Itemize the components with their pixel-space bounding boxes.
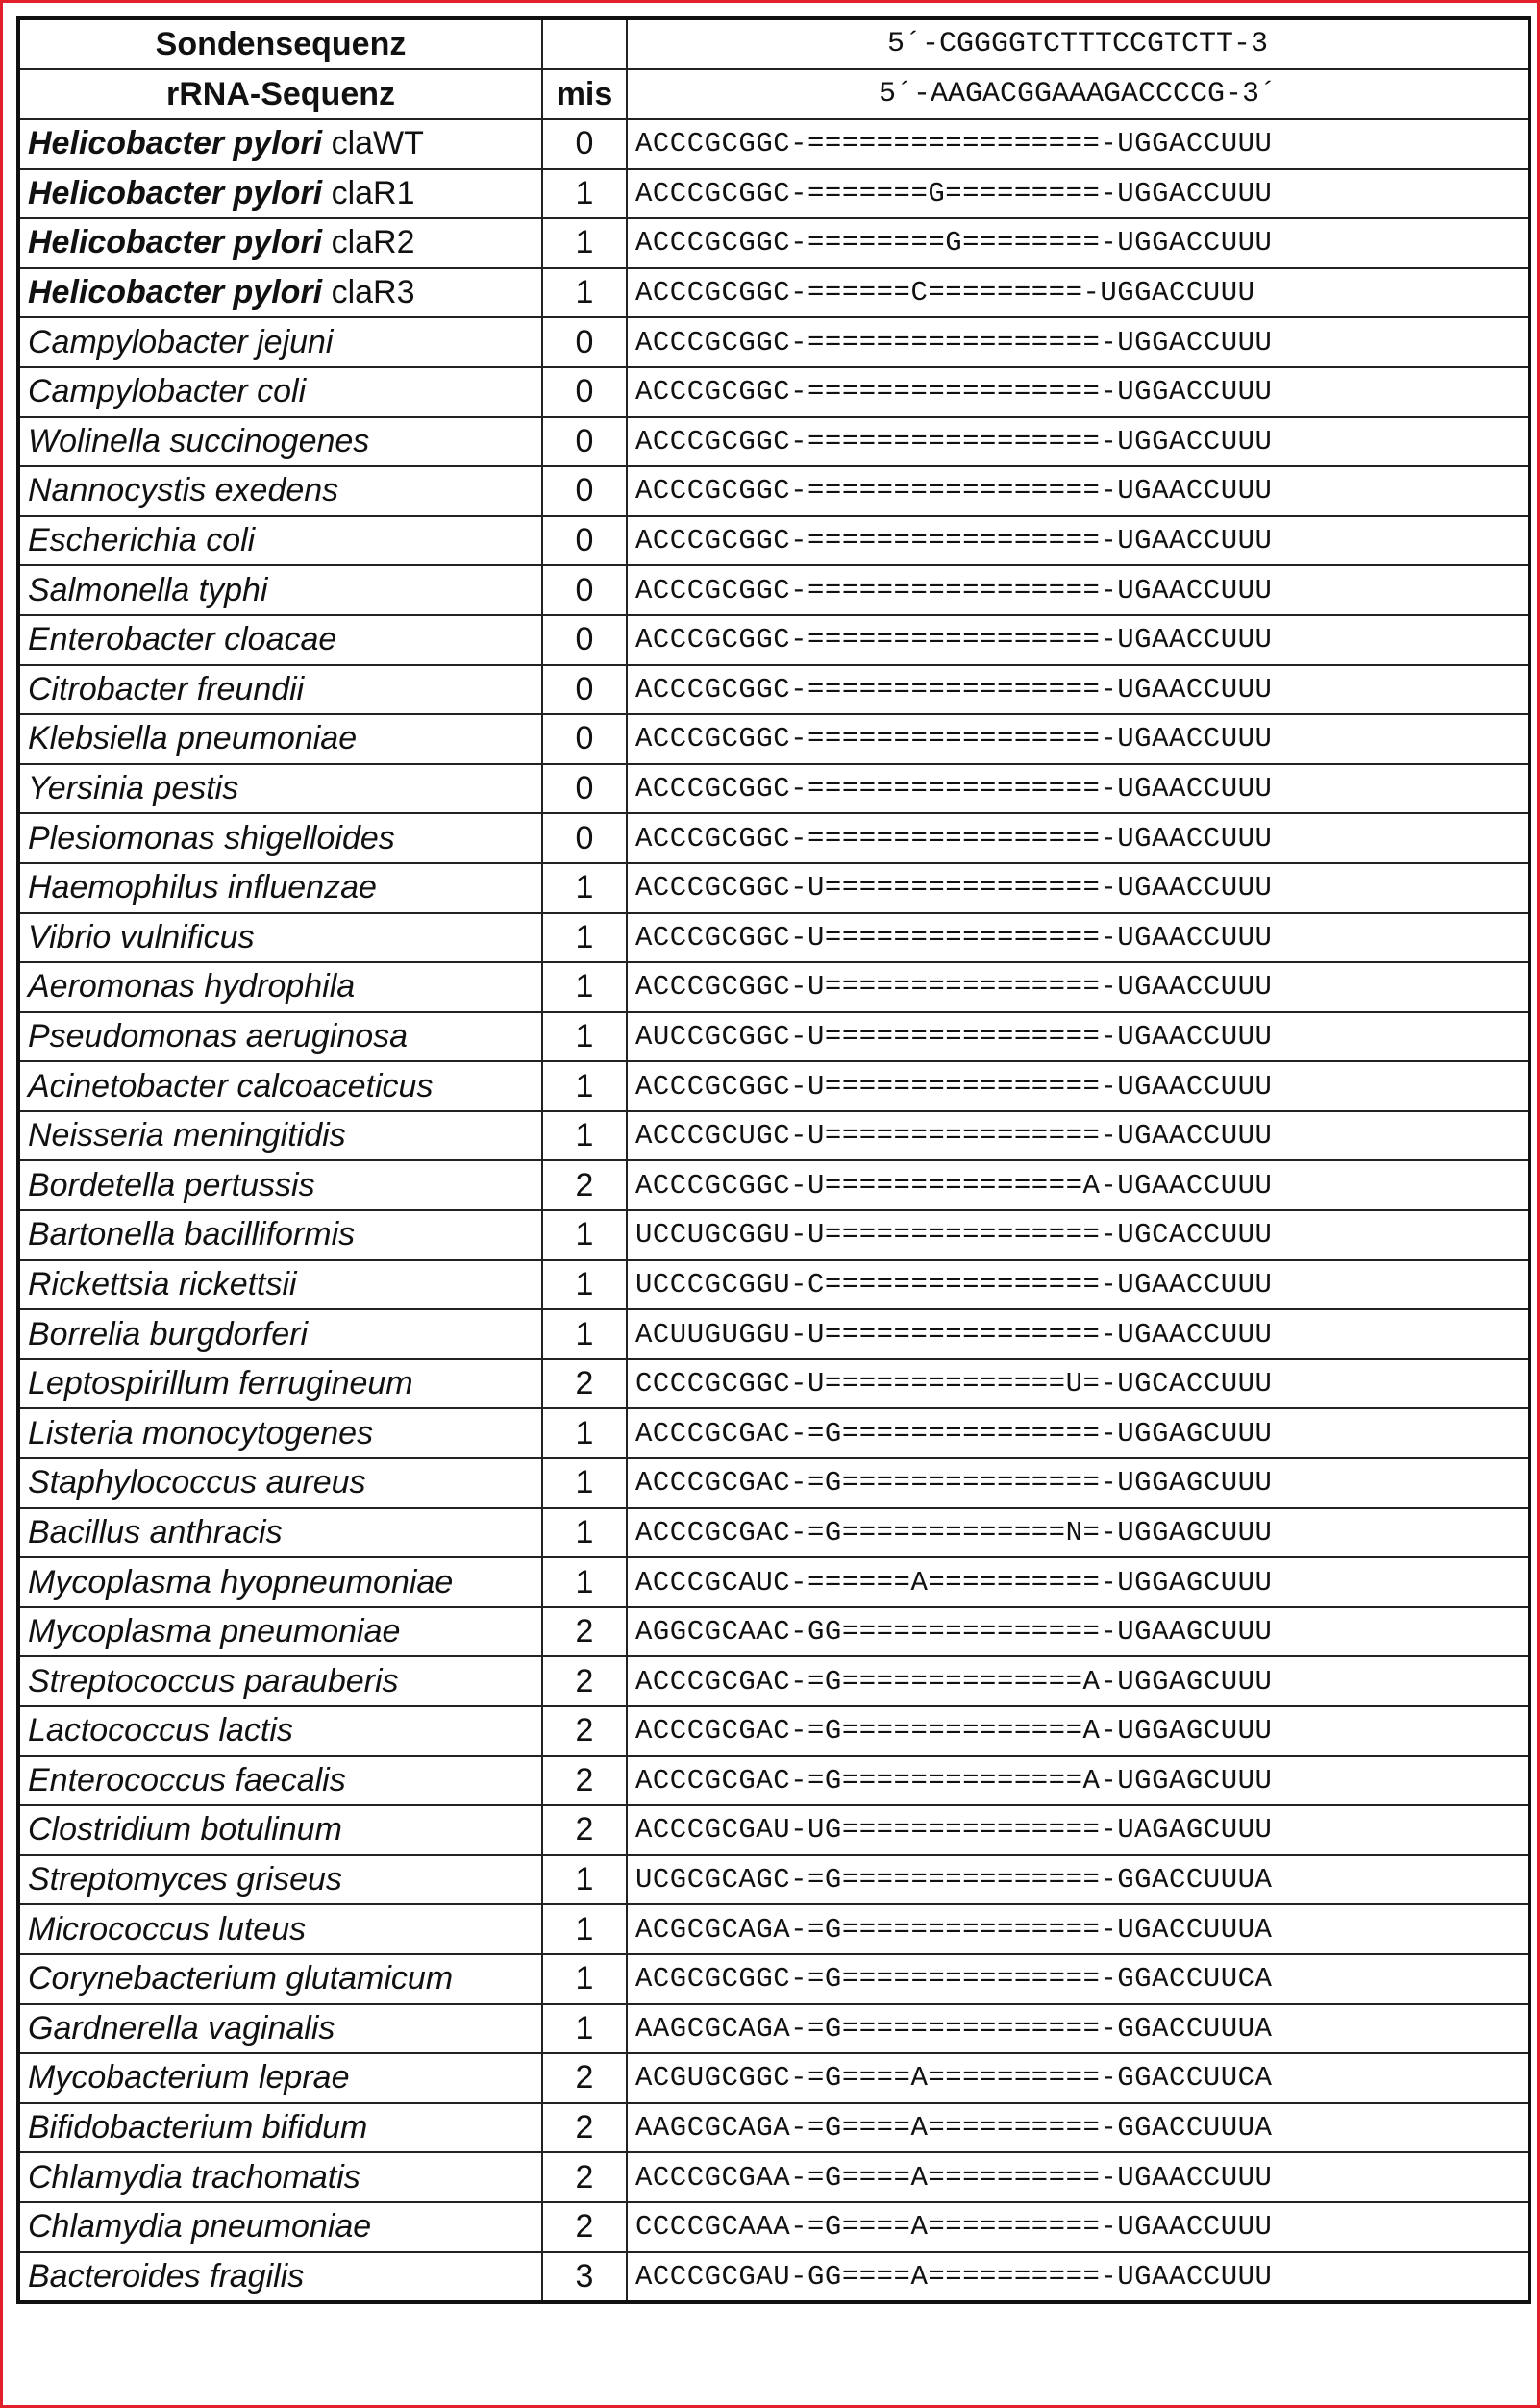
table-row <box>18 2103 1529 2153</box>
organism-strain: claR2 <box>331 224 415 261</box>
organism-name: Gardnerella vaginalis <box>18 2004 542 2054</box>
mismatch-count: 1 <box>542 1408 627 1458</box>
organism-name: Streptomyces griseus <box>18 1855 542 1905</box>
mismatch-count: 1 <box>542 863 627 913</box>
table-row <box>18 1954 1529 2004</box>
organism-name <box>18 119 542 169</box>
rrna-alignment: ACCCGCGGC-U===============A-UGAACCUUU <box>627 1160 1529 1210</box>
table-row <box>18 2252 1529 2303</box>
organism-name: Mycobacterium leprae <box>18 2053 542 2103</box>
organism-name: Nannocystis exedens <box>18 466 542 516</box>
rrna-alignment: ACCCGCGAU-GG====A==========-UGAACCUUU <box>627 2252 1529 2303</box>
organism-name: Mycoplasma hyopneumoniae <box>18 1557 542 1607</box>
table-row <box>18 1706 1529 1756</box>
mismatch-count: 0 <box>542 367 627 417</box>
organism-name: Rickettsia rickettsii <box>18 1260 542 1310</box>
organism-name: Acinetobacter calcoaceticus <box>18 1061 542 1111</box>
table-row <box>18 1260 1529 1310</box>
table-row <box>18 1408 1529 1458</box>
table-row <box>18 1210 1529 1260</box>
table-row <box>18 764 1529 814</box>
organism-name: Neisseria meningitidis <box>18 1111 542 1161</box>
mismatch-count: 2 <box>542 2053 627 2103</box>
mismatch-count: 1 <box>542 1061 627 1111</box>
mismatch-count: 0 <box>542 764 627 814</box>
rrna-alignment: AAGCGCAGA-=G====A==========-GGACCUUUA <box>627 2103 1529 2153</box>
table-row <box>18 1607 1529 1657</box>
mismatch-count: 1 <box>542 1111 627 1161</box>
table-row <box>18 2053 1529 2103</box>
rrna-alignment: ACCCGCGGC-========G========-UGGACCUUU <box>627 218 1529 268</box>
organism-name: Campylobacter coli <box>18 367 542 417</box>
rrna-alignment: ACCCGCGGC-U================-UGAACCUUU <box>627 863 1529 913</box>
table-row <box>18 2152 1529 2202</box>
rrna-alignment: ACCCGCAUC-======A==========-UGGAGCUUU <box>627 1557 1529 1607</box>
sequence-table <box>16 16 1531 2304</box>
rrna-alignment: ACCCGCGGC-=================-UGAACCUUU <box>627 813 1529 863</box>
organism-name: Micrococcus luteus <box>18 1904 542 1954</box>
table-row <box>18 119 1529 169</box>
organism-name: Campylobacter jejuni <box>18 317 542 367</box>
organism-name: Klebsiella pneumoniae <box>18 714 542 764</box>
mismatch-count: 1 <box>542 218 627 268</box>
rrna-alignment: ACCCGCGGC-=================-UGGACCUUU <box>627 417 1529 467</box>
mismatch-count: 1 <box>542 913 627 963</box>
probe-sequence: 5´-CGGGGTCTTTCCGTCTT-3 <box>627 18 1529 69</box>
mismatch-count: 0 <box>542 516 627 566</box>
rrna-alignment: ACCCGCGAC-=G=============N=-UGGAGCUUU <box>627 1508 1529 1558</box>
rrna-alignment: ACCCGCGAC-=G==============A-UGGAGCUUU <box>627 1756 1529 1806</box>
mismatch-count: 1 <box>542 268 627 318</box>
mismatch-count: 1 <box>542 1309 627 1359</box>
table-row <box>18 863 1529 913</box>
mismatch-count: 1 <box>542 1855 627 1905</box>
table-row <box>18 565 1529 615</box>
mismatch-count: 0 <box>542 665 627 715</box>
table-row <box>18 2202 1529 2252</box>
rrna-alignment: ACCCGCGAA-=G====A==========-UGAACCUUU <box>627 2152 1529 2202</box>
rrna-alignment: ACCCGCGGC-=================-UGAACCUUU <box>627 764 1529 814</box>
table-row <box>18 1508 1529 1558</box>
rrna-alignment: ACCCGCGGC-=================-UGGACCUUU <box>627 119 1529 169</box>
mismatch-count: 1 <box>542 1012 627 1062</box>
organism-strain: claWT <box>331 125 424 162</box>
mismatch-count: 2 <box>542 1607 627 1657</box>
mismatch-count: 2 <box>542 1160 627 1210</box>
mismatch-count: 1 <box>542 2004 627 2054</box>
table-row <box>18 218 1529 268</box>
mismatch-count: 1 <box>542 1557 627 1607</box>
table-row <box>18 615 1529 665</box>
table-row <box>18 169 1529 219</box>
rrna-alignment: UCCCGCGGU-C================-UGAACCUUU <box>627 1260 1529 1310</box>
table-row <box>18 2004 1529 2054</box>
mismatch-count: 0 <box>542 466 627 516</box>
mismatch-count: 1 <box>542 169 627 219</box>
organism-strain: claR1 <box>331 174 415 211</box>
organism-name: Haemophilus influenzae <box>18 863 542 913</box>
rrna-alignment: ACCCGCGAC-=G===============-UGGAGCUUU <box>627 1458 1529 1508</box>
table-row <box>18 913 1529 963</box>
organism-name: Staphylococcus aureus <box>18 1458 542 1508</box>
mismatch-count: 1 <box>542 1458 627 1508</box>
organism-name: Pseudomonas aeruginosa <box>18 1012 542 1062</box>
organism-name: Listeria monocytogenes <box>18 1408 542 1458</box>
mismatch-count: 1 <box>542 1954 627 2004</box>
table-row <box>18 1855 1529 1905</box>
rrna-alignment: CCCCGCGGC-U==============U=-UGCACCUUU <box>627 1359 1529 1409</box>
organism-genus: Helicobacter pylori <box>28 274 323 311</box>
mismatch-count: 2 <box>542 1656 627 1706</box>
organism-name: Yersinia pestis <box>18 764 542 814</box>
mismatch-count: 2 <box>542 2152 627 2202</box>
table-row <box>18 1061 1529 1111</box>
rrna-alignment: AGGCGCAAC-GG===============-UGAAGCUUU <box>627 1607 1529 1657</box>
organism-name: Citrobacter freundii <box>18 665 542 715</box>
mismatch-count: 0 <box>542 565 627 615</box>
mismatch-count: 1 <box>542 1508 627 1558</box>
rrna-alignment: UCCUGCGGU-U================-UGCACCUUU <box>627 1210 1529 1260</box>
rrna-alignment: ACCCGCUGC-U================-UGAACCUUU <box>627 1111 1529 1161</box>
mismatch-count: 2 <box>542 2202 627 2252</box>
table-row <box>18 1805 1529 1855</box>
rrna-alignment: ACCCGCGGC-======C=========-UGGACCUUU <box>627 268 1529 318</box>
rrna-alignment: UCGCGCAGC-=G===============-GGACCUUUA <box>627 1855 1529 1905</box>
mismatch-count: 1 <box>542 1904 627 1954</box>
rrna-alignment: ACCCGCGGC-=================-UGGACCUUU <box>627 367 1529 417</box>
organism-name: Aeromonas hydrophila <box>18 962 542 1012</box>
table-row <box>18 1756 1529 1806</box>
rrna-alignment: AUCCGCGGC-U================-UGAACCUUU <box>627 1012 1529 1062</box>
organism-strain: claR3 <box>331 274 415 311</box>
table-row <box>18 1012 1529 1062</box>
organism-name: Escherichia coli <box>18 516 542 566</box>
organism-name: Bartonella bacilliformis <box>18 1210 542 1260</box>
organism-name: Lactococcus lactis <box>18 1706 542 1756</box>
probe-mis-empty <box>542 18 627 69</box>
mismatch-count: 0 <box>542 417 627 467</box>
organism-name: Bacillus anthracis <box>18 1508 542 1558</box>
rrna-alignment: ACCCGCGGC-=======G=========-UGGACCUUU <box>627 169 1529 219</box>
mismatch-count: 0 <box>542 119 627 169</box>
organism-name: Bordetella pertussis <box>18 1160 542 1210</box>
table-row <box>18 268 1529 318</box>
organism-name: Corynebacterium glutamicum <box>18 1954 542 2004</box>
mismatch-count: 1 <box>542 1210 627 1260</box>
table-row <box>18 1160 1529 1210</box>
table-row <box>18 1904 1529 1954</box>
rrna-alignment: ACCCGCGGC-=================-UGAACCUUU <box>627 565 1529 615</box>
rrna-sequence: 5´-AAGACGGAAAGACCCCG-3´ <box>627 69 1529 119</box>
mismatch-count: 1 <box>542 962 627 1012</box>
table-row <box>18 962 1529 1012</box>
organism-name: Streptococcus parauberis <box>18 1656 542 1706</box>
table-row <box>18 1557 1529 1607</box>
organism-name: Chlamydia trachomatis <box>18 2152 542 2202</box>
table-row <box>18 813 1529 863</box>
table-row <box>18 1111 1529 1161</box>
sequence-table-body <box>18 18 1529 2302</box>
organism-genus: Helicobacter pylori <box>28 174 323 211</box>
table-row <box>18 1656 1529 1706</box>
organism-name <box>18 268 542 318</box>
mismatch-count: 0 <box>542 615 627 665</box>
organism-name: Enterobacter cloacae <box>18 615 542 665</box>
rrna-alignment: ACCCGCGGC-=================-UGAACCUUU <box>627 466 1529 516</box>
organism-name: Enterococcus faecalis <box>18 1756 542 1806</box>
rrna-alignment: ACGUGCGGC-=G====A==========-GGACCUUCA <box>627 2053 1529 2103</box>
mismatch-count: 0 <box>542 813 627 863</box>
probe-row <box>18 18 1529 69</box>
rrna-alignment: ACCCGCGAC-=G==============A-UGGAGCUUU <box>627 1656 1529 1706</box>
rrna-alignment: ACCCGCGGC-=================-UGAACCUUU <box>627 615 1529 665</box>
rrna-alignment: ACCCGCGGC-=================-UGAACCUUU <box>627 714 1529 764</box>
mismatch-count: 2 <box>542 2103 627 2153</box>
organism-name: Vibrio vulnificus <box>18 913 542 963</box>
table-row <box>18 516 1529 566</box>
organism-name <box>18 218 542 268</box>
rrna-label: rRNA-Sequenz <box>18 69 542 119</box>
mismatch-count: 0 <box>542 317 627 367</box>
rrna-alignment: ACCCGCGAC-=G==============A-UGGAGCUUU <box>627 1706 1529 1756</box>
rrna-alignment: ACCCGCGGC-U================-UGAACCUUU <box>627 962 1529 1012</box>
rrna-alignment: ACCCGCGGC-U================-UGAACCUUU <box>627 913 1529 963</box>
rrna-row <box>18 69 1529 119</box>
organism-name: Chlamydia pneumoniae <box>18 2202 542 2252</box>
mismatch-count: 0 <box>542 714 627 764</box>
table-row <box>18 466 1529 516</box>
mismatch-count: 2 <box>542 1706 627 1756</box>
rrna-alignment: ACGCGCGGC-=G===============-GGACCUUCA <box>627 1954 1529 2004</box>
organism-name: Salmonella typhi <box>18 565 542 615</box>
organism-name: Plesiomonas shigelloides <box>18 813 542 863</box>
mismatch-count: 1 <box>542 1260 627 1310</box>
organism-name <box>18 169 542 219</box>
table-row <box>18 714 1529 764</box>
mismatch-count: 2 <box>542 1359 627 1409</box>
organism-genus: Helicobacter pylori <box>28 125 323 162</box>
rrna-alignment: ACCCGCGGC-U================-UGAACCUUU <box>627 1061 1529 1111</box>
rrna-alignment: ACCCGCGGC-=================-UGAACCUUU <box>627 665 1529 715</box>
rrna-alignment: CCCCGCAAA-=G====A==========-UGAACCUUU <box>627 2202 1529 2252</box>
table-row <box>18 417 1529 467</box>
rrna-alignment: ACUUGUGGU-U================-UGAACCUUU <box>627 1309 1529 1359</box>
table-row <box>18 317 1529 367</box>
mis-label: mis <box>542 69 627 119</box>
organism-name: Mycoplasma pneumoniae <box>18 1607 542 1657</box>
rrna-alignment: ACCCGCGAU-UG===============-UAGAGCUUU <box>627 1805 1529 1855</box>
organism-name: Bifidobacterium bifidum <box>18 2103 542 2153</box>
rrna-alignment: ACGCGCAGA-=G===============-UGACCUUUA <box>627 1904 1529 1954</box>
table-row <box>18 1458 1529 1508</box>
rrna-alignment: ACCCGCGGC-=================-UGGACCUUU <box>627 317 1529 367</box>
mismatch-count: 2 <box>542 1756 627 1806</box>
organism-name: Wolinella succinogenes <box>18 417 542 467</box>
organism-name: Bacteroides fragilis <box>18 2252 542 2303</box>
organism-name: Leptospirillum ferrugineum <box>18 1359 542 1409</box>
organism-name: Borrelia burgdorferi <box>18 1309 542 1359</box>
table-row <box>18 1359 1529 1409</box>
table-row <box>18 367 1529 417</box>
mismatch-count: 2 <box>542 1805 627 1855</box>
rrna-alignment: ACCCGCGGC-=================-UGAACCUUU <box>627 516 1529 566</box>
table-row <box>18 1309 1529 1359</box>
rrna-alignment: AAGCGCAGA-=G===============-GGACCUUUA <box>627 2004 1529 2054</box>
organism-name: Clostridium botulinum <box>18 1805 542 1855</box>
rrna-alignment: ACCCGCGAC-=G===============-UGGAGCUUU <box>627 1408 1529 1458</box>
probe-label: Sondensequenz <box>18 18 542 69</box>
table-row <box>18 665 1529 715</box>
mismatch-count: 3 <box>542 2252 627 2303</box>
organism-genus: Helicobacter pylori <box>28 224 323 261</box>
